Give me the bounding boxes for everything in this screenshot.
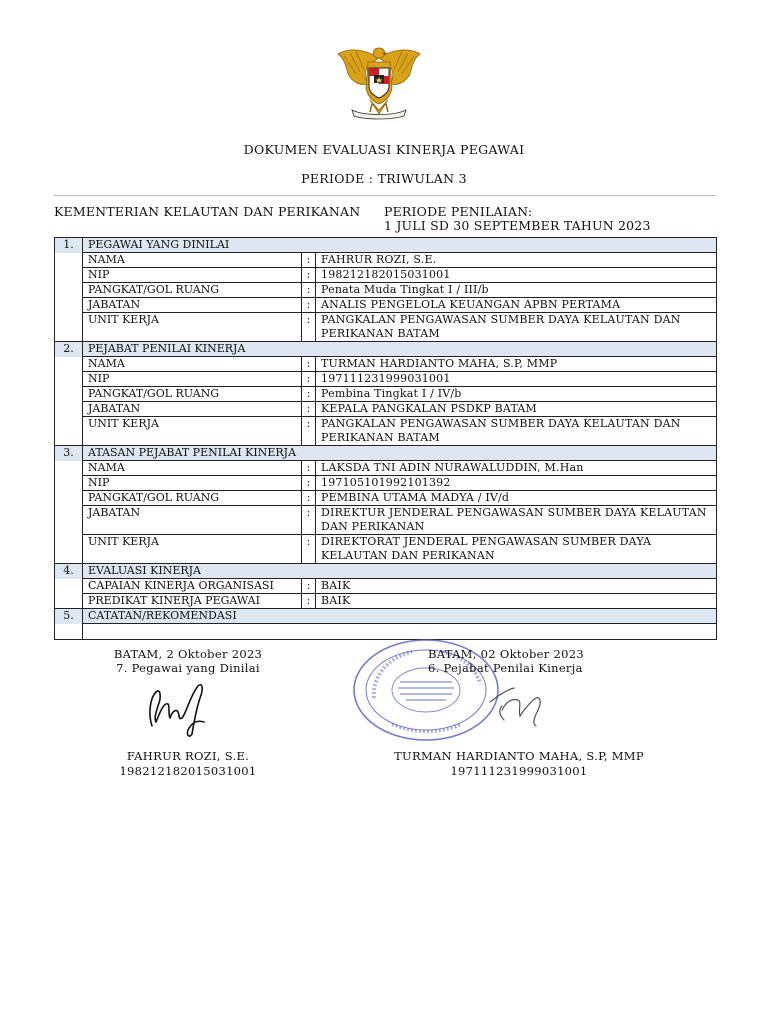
section-number: 4. [55,564,83,579]
field-label: NIP [83,372,302,387]
field-value: TURMAN HARDIANTO MAHA, S.P, MMP [316,357,717,372]
right-signer-name: TURMAN HARDIANTO MAHA, S.P, MMP [394,749,644,763]
section-header [55,564,717,579]
colon-separator: : [302,402,316,417]
colon-separator: : [302,253,316,268]
colon-separator: : [302,372,316,387]
field-value: KEPALA PANGKALAN PSDKP BATAM [316,402,717,417]
right-role: 6. Pejabat Penilai Kinerja [428,661,583,675]
field-value: LAKSDA TNI ADIN NURAWALUDDIN, M.Han [316,461,717,476]
section-number: 1. [55,238,83,253]
field-label: NAMA [83,461,302,476]
field-label: JABATAN [83,402,302,417]
field-label: UNIT KERJA [83,535,302,564]
colon-separator: : [302,417,316,446]
colon-separator: : [302,535,316,564]
section-number: 2. [55,342,83,357]
ministry-name: KEMENTERIAN KELAUTAN DAN PERIKANAN [54,204,361,219]
field-label: NIP [83,268,302,283]
colon-separator: : [302,491,316,506]
section-header [55,342,717,357]
table-row [55,372,717,387]
table-row [55,535,717,564]
field-label: UNIT KERJA [83,417,302,446]
field-label: NIP [83,476,302,491]
section-heading: PEJABAT PENILAI KINERJA [83,342,717,357]
table-row [55,579,717,594]
table-row [55,357,717,372]
left-signer-nip: 198212182015031001 [119,764,257,778]
section-heading: ATASAN PEJABAT PENILAI KINERJA [83,446,717,461]
section-header [55,609,717,624]
colon-separator: : [302,357,316,372]
table-row [55,313,717,342]
left-signer-name: FAHRUR ROZI, S.E. [126,749,250,763]
table-row [55,387,717,402]
field-value: ANALIS PENGELOLA KEUANGAN APBN PERTAMA [316,298,717,313]
section-heading: CATATAN/REKOMENDASI [83,609,717,624]
field-label: PREDIKAT KINERJA PEGAWAI [83,594,302,609]
table-row [55,491,717,506]
right-place-date: BATAM, 02 Oktober 2023 [428,647,584,661]
document-title: DOKUMEN EVALUASI KINERJA PEGAWAI [243,142,525,157]
section-number: 3. [55,446,83,461]
field-value: PEMBINA UTAMA MADYA / IV/d [316,491,717,506]
field-label: UNIT KERJA [83,313,302,342]
field-value: PANGKALAN PENGAWASAN SUMBER DAYA KELAUTAN DAN PERIKANAN BATAM [316,417,717,446]
field-value: 198212182015031001 [316,268,717,283]
field-value: BAIK [316,594,717,609]
document-period: PERIODE : TRIWULAN 3 [301,171,467,186]
section-header [55,238,717,253]
field-value: BAIK [316,579,717,594]
table-row [55,594,717,609]
table-row [55,283,717,298]
left-role: 7. Pegawai yang Dinilai [116,661,260,675]
colon-separator: : [302,268,316,283]
garuda-emblem-icon [334,44,424,122]
table-row [55,417,717,446]
field-label: JABATAN [83,298,302,313]
colon-separator: : [302,387,316,402]
table-row [55,402,717,417]
colon-separator: : [302,461,316,476]
field-value: Pembina Tingkat I / IV/b [316,387,717,402]
colon-separator: : [302,313,316,342]
field-value: 197111231999031001 [316,372,717,387]
table-row [55,298,717,313]
colon-separator: : [302,476,316,491]
table-row [55,476,717,491]
table-row [55,506,717,535]
evaluation-table [54,237,717,640]
field-label: NAMA [83,253,302,268]
assessment-period-label: PERIODE PENILAIAN: [384,204,533,219]
field-value: 197105101992101392 [316,476,717,491]
section-header [55,446,717,461]
section-heading: EVALUASI KINERJA [83,564,717,579]
field-label: JABATAN [83,506,302,535]
colon-separator: : [302,283,316,298]
field-value: DIREKTUR JENDERAL PENGAWASAN SUMBER DAYA KELAUTAN DAN PERIKANAN [316,506,717,535]
right-signer-nip: 197111231999031001 [450,764,588,778]
left-place-date: BATAM, 2 Oktober 2023 [113,647,263,661]
table-row [55,268,717,283]
field-value: FAHRUR ROZI, S.E. [316,253,717,268]
field-label: PANGKAT/GOL RUANG [83,283,302,298]
field-value: PANGKALAN PENGAWASAN SUMBER DAYA KELAUTAN DAN PERIKANAN BATAM [316,313,717,342]
colon-separator: : [302,594,316,609]
colon-separator: : [302,506,316,535]
left-signature-icon [142,678,214,740]
table-row [55,253,717,268]
field-label: NAMA [83,357,302,372]
field-value: Penata Muda Tingkat I / III/b [316,283,717,298]
assessment-period-value: 1 JULI SD 30 SEPTEMBER TAHUN 2023 [384,218,651,233]
section-number: 5. [55,609,83,624]
field-value: DIREKTORAT JENDERAL PENGAWASAN SUMBER DAYA KELAUTAN DAN PERIKANAN [316,535,717,564]
field-label: PANGKAT/GOL RUANG [83,491,302,506]
field-label: PANGKAT/GOL RUANG [83,387,302,402]
colon-separator: : [302,298,316,313]
right-signature-icon [484,676,556,730]
table-row [55,461,717,476]
section-heading: PEGAWAI YANG DINILAI [83,238,717,253]
field-label: CAPAIAN KINERJA ORGANISASI [83,579,302,594]
header-divider [54,195,716,196]
colon-separator: : [302,579,316,594]
